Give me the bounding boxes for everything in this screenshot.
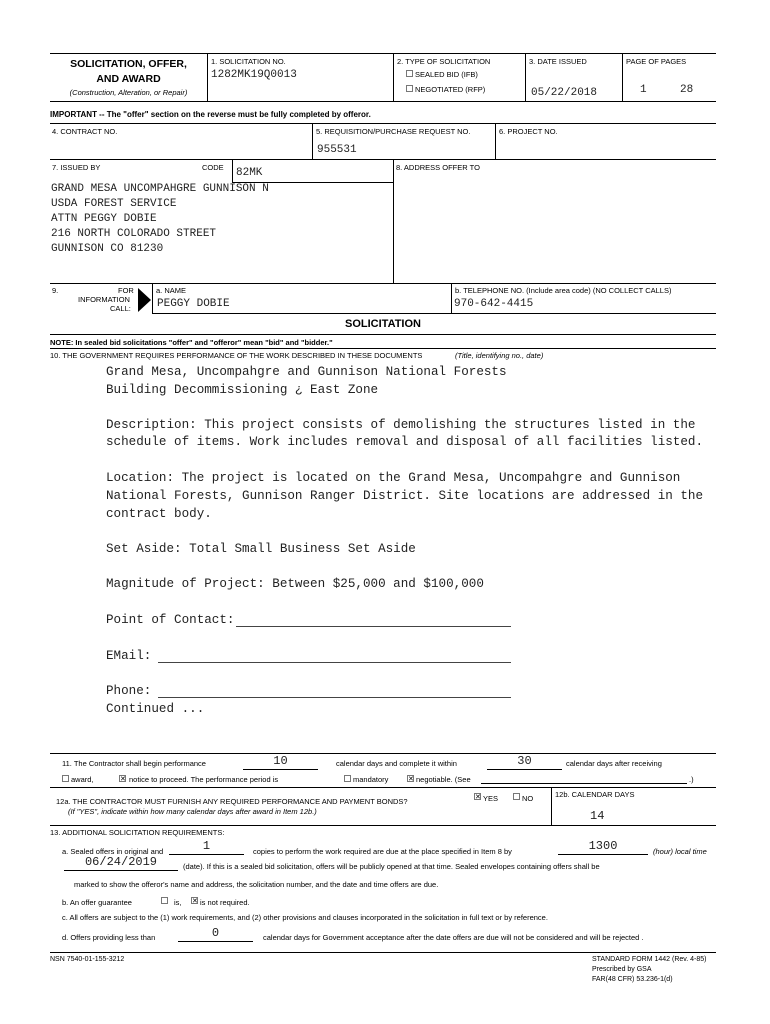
bonds-yes-checkbox[interactable]: ✕: [475, 793, 481, 801]
phone-line[interactable]: [158, 697, 511, 698]
telephone-value[interactable]: 970-642-4415: [454, 298, 534, 310]
date-issued-label: 3. DATE ISSUED: [529, 57, 587, 66]
complete-days-line: [487, 769, 562, 770]
prescribed-by-label: Prescribed by GSA: [592, 966, 652, 973]
solicitation-no-value[interactable]: 1282MK19Q0013: [211, 69, 297, 81]
location-line: National Forests, Gunnison Ranger District. Site locations are addressed in the: [106, 489, 704, 503]
sealed-offers-label: a. Sealed offers in original and: [62, 847, 164, 856]
item12a-label: 12a. THE CONTRACTOR MUST FURNISH ANY REQUIRED PERFORMANCE AND PAYMENT BONDS?: [56, 797, 408, 806]
rule: [50, 825, 716, 826]
divider: [451, 283, 452, 313]
item11-label: 11. The Contractor shall begin performance: [62, 759, 206, 768]
award-label: award,: [71, 775, 94, 784]
guarantee-is-not-checkbox[interactable]: ✕: [192, 897, 198, 905]
issued-by-label: 7. ISSUED BY: [52, 163, 101, 172]
rule-header-bottom: [50, 101, 716, 102]
rule: [50, 283, 716, 284]
description-line: schedule of items. Work includes removal and disposal of all facilities listed.: [106, 435, 704, 449]
guarantee-is-label: is,: [174, 898, 182, 907]
complete-within-label: calendar days and complete it within: [336, 759, 457, 768]
item13-label: 13. ADDITIONAL SOLICITATION REQUIREMENTS:: [50, 828, 225, 837]
negotiated-checkbox[interactable]: [406, 85, 413, 92]
rule: [50, 123, 716, 124]
item12a-sub-label: (If "YES", indicate within how many calendar days after award in Item 12b.): [68, 807, 317, 816]
solicitation-no-label: 1. SOLICITATION NO.: [211, 57, 286, 66]
location-line: contract body.: [106, 507, 212, 521]
project-no-label: 6. PROJECT NO.: [499, 127, 558, 136]
form-title-line2: AND AWARD: [96, 73, 161, 85]
item13c-text: c. All offers are subject to the (1) work requirements, and (2) other provisions and clauses incorporated in the solicitation in full text or by reference.: [62, 913, 548, 922]
copies-text: copies to perform the work required are due at the place specified in Item 8 by: [253, 847, 512, 856]
form-subtitle: (Construction, Alteration, or Repair): [69, 88, 188, 97]
item12b-label: 12b. CALENDAR DAYS: [555, 790, 635, 799]
project-title-line: Building Decommissioning ¿ East Zone: [106, 383, 379, 397]
offer-due-date-value[interactable]: 06/24/2019: [84, 855, 157, 869]
date-text: (date). If this is a sealed bid solicitation, offers will be publicly opened at that time. Sealed envelopes containing offers shall be: [183, 862, 600, 871]
begin-days-line: [243, 769, 318, 770]
contract-no-label: 4. CONTRACT NO.: [52, 127, 118, 136]
acceptance-days-value[interactable]: 0: [211, 926, 220, 940]
phone-label: Phone:: [106, 684, 152, 698]
rule: [152, 313, 716, 314]
offers-less-than-label: d. Offers providing less than: [62, 933, 156, 942]
page-of-pages-label: PAGE OF PAGES: [626, 57, 687, 66]
item10-label: 10. THE GOVERNMENT REQUIRES PERFORMANCE OF THE WORK DESCRIBED IN THESE DOCUMENTS: [50, 351, 423, 360]
date-issued-value[interactable]: 05/22/2018: [531, 87, 598, 99]
offer-due-date-line: [64, 870, 178, 871]
standard-form-label: STANDARD FORM 1442 (Rev. 4-85): [592, 956, 707, 963]
negotiable-checkbox[interactable]: ✕: [408, 775, 414, 783]
solicitation-heading: SOLICITATION: [345, 318, 421, 330]
page-number: 1: [640, 84, 647, 96]
point-of-contact-label: Point of Contact:: [106, 613, 235, 627]
project-title-line: Grand Mesa, Uncompahgre and Gunnison National Forests: [106, 365, 507, 379]
address-offer-to-label: 8. ADDRESS OFFER TO: [396, 163, 480, 172]
marked-text: marked to show the offeror's name and address, the solicitation number, and the date and time offers are due.: [74, 880, 439, 889]
begin-days-value[interactable]: 10: [273, 754, 288, 768]
continued-label: Continued ...: [106, 702, 205, 716]
close-paren: .): [689, 775, 694, 784]
rule-bottom: [50, 952, 716, 953]
issuer-address-line: GUNNISON CO 81230: [51, 243, 164, 255]
copies-value[interactable]: 1: [202, 839, 211, 853]
code-value[interactable]: 82MK: [236, 167, 263, 179]
arrow-right-icon: [138, 288, 151, 312]
type-of-solicitation-label: 2. TYPE OF SOLICITATION: [397, 57, 491, 66]
divider: [525, 53, 526, 101]
mandatory-checkbox[interactable]: [344, 775, 351, 782]
item10-sub-label: (Title, identifying no., date): [455, 351, 544, 360]
bonds-no-checkbox[interactable]: [513, 793, 520, 800]
divider: [312, 123, 313, 159]
contact-name-value[interactable]: PEGGY DOBIE: [157, 298, 230, 310]
negotiable-reference-line[interactable]: [481, 783, 687, 784]
guarantee-is-checkbox[interactable]: [161, 897, 168, 904]
set-aside-line: Set Aside: Total Small Business Set Aside: [106, 542, 416, 556]
notice-to-proceed-label: notice to proceed. The performance period is: [129, 775, 279, 784]
requisition-label: 5. REQUISITION/PURCHASE REQUEST NO.: [316, 127, 471, 136]
sealed-bid-checkbox[interactable]: [406, 70, 413, 77]
offer-guarantee-label: b. An offer guarantee: [62, 898, 132, 907]
issuer-address-line: ATTN PEGGY DOBIE: [51, 213, 157, 225]
copies-line: [169, 854, 244, 855]
negotiable-label: negotiable. (See: [416, 775, 471, 784]
divider: [551, 787, 552, 825]
information-label: INFORMATION: [78, 295, 130, 304]
rule-top: [50, 53, 716, 54]
sealed-bid-label: SEALED BID (IFB): [415, 70, 478, 79]
point-of-contact-line[interactable]: [236, 626, 511, 627]
mandatory-label: mandatory: [353, 775, 389, 784]
issuer-address-line: 216 NORTH COLORADO STREET: [51, 228, 217, 240]
telephone-label: b. TELEPHONE NO. (Include area code) (NO COLLECT CALLS): [455, 286, 672, 295]
code-label: CODE: [202, 163, 224, 172]
for-label: FOR: [118, 286, 134, 295]
description-line: Description: This project consists of demolishing the structures listed in the: [106, 418, 696, 432]
divider: [495, 123, 496, 159]
acceptance-days-line: [178, 941, 253, 942]
item9-number: 9.: [52, 286, 59, 295]
far-citation: FAR(48 CFR) 53.236-1(d): [592, 976, 673, 983]
negotiated-label: NEGOTIATED (RFP): [415, 85, 486, 94]
nsn-number: NSN 7540-01-155-3212: [50, 956, 125, 963]
rule: [50, 787, 716, 788]
hour-value[interactable]: 1300: [588, 839, 618, 853]
award-checkbox[interactable]: [62, 775, 69, 782]
important-notice: IMPORTANT -- The "offer" section on the reverse must be fully completed by offeror.: [50, 110, 371, 119]
note-text: NOTE: In sealed bid solicitations "offer" and "offeror" mean "bid" and "bidder.": [50, 338, 333, 347]
call-label: CALL:: [110, 304, 131, 313]
rule: [50, 348, 716, 349]
item13d-rest-text: calendar days for Government acceptance after the date offers are due will not be considered and will be rejected .: [263, 933, 644, 942]
rule: [50, 753, 716, 754]
bonds-no-label: NO: [522, 794, 534, 803]
divider: [152, 283, 153, 313]
total-pages: 28: [680, 84, 694, 96]
bonds-yes-label: YES: [483, 794, 499, 803]
divider: [207, 53, 208, 101]
requisition-value[interactable]: 955531: [317, 144, 357, 156]
divider: [622, 53, 623, 101]
divider: [393, 53, 394, 101]
complete-days-value[interactable]: 30: [517, 754, 532, 768]
after-receiving-label: calendar days after receiving: [566, 759, 662, 768]
rule: [50, 334, 716, 335]
location-line: Location: The project is located on the Grand Mesa, Uncompahgre and Gunnison: [106, 471, 681, 485]
contact-name-label: a. NAME: [156, 286, 187, 295]
hour-label: (hour) local time: [653, 847, 707, 856]
guarantee-is-not-label: is not required.: [200, 898, 250, 907]
calendar-days-value[interactable]: 14: [590, 809, 605, 823]
issuer-address-line: USDA FOREST SERVICE: [51, 198, 177, 210]
email-label: EMail:: [106, 649, 152, 663]
form-title-line1: SOLICITATION, OFFER,: [70, 58, 187, 70]
issuer-address-line: GRAND MESA UNCOMPAHGRE GUNNISON N: [51, 183, 269, 195]
hour-line: [558, 854, 648, 855]
notice-to-proceed-checkbox[interactable]: ✕: [120, 775, 126, 783]
magnitude-line: Magnitude of Project: Between $25,000 and $100,000: [106, 577, 484, 591]
email-line[interactable]: [158, 662, 511, 663]
